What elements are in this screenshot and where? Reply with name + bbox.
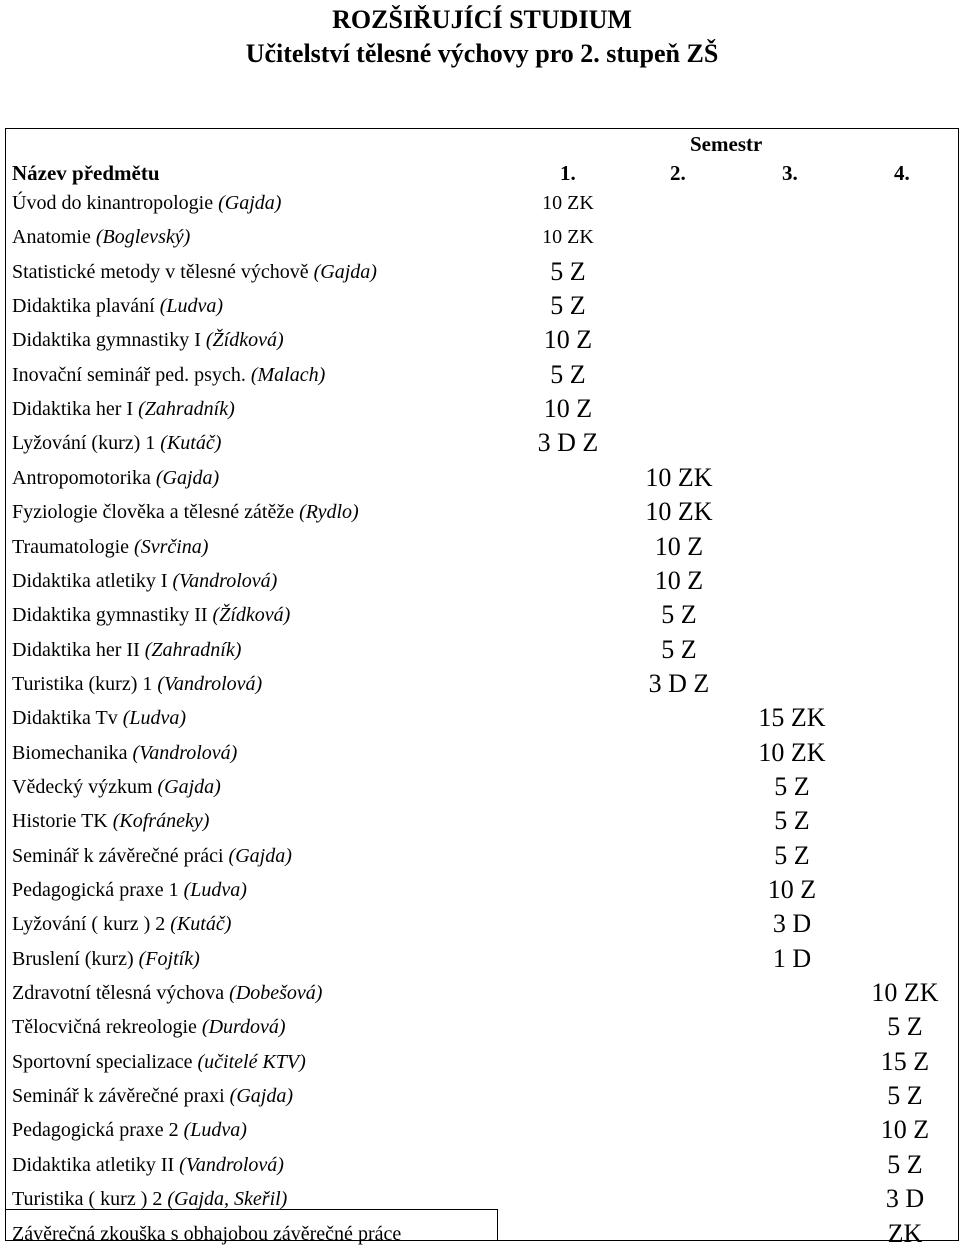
table-row: [0, 220, 960, 254]
credit-value: 5 Z: [887, 1012, 923, 1042]
subject-name: [12, 1217, 401, 1251]
table-row: [0, 873, 960, 907]
credit-value: 5 Z: [774, 771, 810, 801]
subject-name: [12, 1045, 306, 1079]
semester-4-header: 4.: [894, 161, 910, 185]
table-row: [0, 804, 960, 838]
credit-value: 3 D: [772, 909, 812, 939]
subject-name: [12, 1182, 287, 1216]
subject-title: Sportovní specializace: [12, 1050, 193, 1073]
subject-title: Statistické metody v tělesné výchově: [12, 260, 309, 283]
table-row: [0, 289, 960, 323]
table-row: [0, 1113, 960, 1147]
teacher-name: (Gajda): [228, 844, 292, 867]
subject-title: Lyžování ( kurz ) 2: [12, 913, 166, 936]
subject-name: [12, 873, 247, 907]
credit-value: 5 Z: [550, 256, 586, 286]
credit-value: 3 D Z: [648, 668, 710, 698]
subject-name: [12, 942, 200, 976]
subject-name: [12, 633, 241, 667]
credit-value: 10 ZK: [542, 226, 594, 249]
table-row: [0, 633, 960, 667]
subject-title: Didaktika atletiky II: [12, 1153, 175, 1176]
subject-name: [12, 1010, 286, 1044]
credit-value: 5 Z: [774, 806, 810, 836]
subject-title: Seminář k závěrečné praxi: [12, 1085, 225, 1108]
subject-title: Didaktika plavání: [12, 295, 155, 318]
subject-name: [12, 701, 186, 735]
subject-title: Traumatologie: [12, 535, 130, 558]
credit-value: 10 Z: [767, 875, 817, 904]
semestr-header: Semestr: [690, 132, 763, 156]
teacher-name: (Durdová): [201, 1016, 286, 1039]
semester-3-header: 3.: [782, 161, 798, 185]
teacher-name: (Dobešová): [229, 982, 323, 1005]
teacher-name: (Žídková): [212, 604, 291, 627]
table-row: [0, 736, 960, 770]
teacher-name: (Kofráneky): [112, 810, 210, 833]
subject-title: Turistika ( kurz ) 2: [12, 1188, 163, 1211]
subject-column-header: Název předmětu: [12, 161, 160, 185]
teacher-name: (Ludva): [183, 1119, 247, 1142]
subject-title: Pedagogická praxe 1: [12, 879, 179, 901]
teacher-name: (Kutáč): [170, 913, 232, 936]
credit-value: 10 Z: [654, 565, 704, 595]
credit-value: 5 Z: [661, 600, 697, 630]
subject-name: [12, 976, 322, 1010]
teacher-name: (učitelé KTV): [197, 1050, 306, 1073]
subject-name: [12, 220, 190, 254]
subject-title: Didaktika atletiky I: [12, 569, 168, 592]
subject-name: [12, 1113, 247, 1147]
credit-value: 15 ZK: [758, 703, 826, 733]
subject-title: Tělocvičná rekreologie: [12, 1016, 197, 1039]
table-row: [0, 426, 960, 460]
credit-value: 5 Z: [550, 291, 586, 321]
subject-title: Didaktika gymnastiky I: [12, 329, 201, 352]
teacher-name: (Ludva): [183, 879, 247, 901]
table-row: [0, 976, 960, 1010]
table-row: [0, 392, 960, 426]
subject-title: Zdravotní tělesná výchova: [12, 982, 225, 1005]
subject-name: [12, 530, 208, 564]
subject-name: [12, 289, 223, 323]
subject-title: Biomechanika: [12, 741, 128, 764]
subject-title: Turistika (kurz) 1: [12, 672, 153, 695]
subject-title: Inovační seminář ped. psych.: [12, 363, 246, 386]
table-row: [0, 667, 960, 701]
teacher-name: (Gajda): [157, 775, 221, 798]
credit-value: 10 ZK: [645, 497, 713, 527]
table-row: [0, 186, 960, 220]
subject-title: Didaktika Tv: [12, 707, 118, 730]
subject-name: [12, 667, 262, 701]
teacher-name: (Gajda): [218, 192, 282, 214]
subject-name: [12, 804, 209, 838]
subject-name: [12, 461, 219, 495]
subject-name: [12, 1148, 284, 1182]
document-subtitle: Učitelství tělesné výchovy pro 2. stupeň ZŠ: [245, 39, 719, 68]
subject-title: Fyziologie člověka a tělesné zátěže: [12, 501, 295, 524]
subject-name: [12, 392, 235, 426]
credit-value: ZK: [887, 1218, 923, 1248]
subject-name: [12, 186, 281, 220]
credit-value: 10 ZK: [645, 462, 713, 492]
teacher-name: (Gajda): [229, 1085, 293, 1108]
credit-value: 5 Z: [661, 634, 697, 664]
teacher-name: (Gajda, Skeřil): [167, 1188, 288, 1211]
credit-value: 5 Z: [887, 1149, 923, 1179]
subject-name: [12, 495, 359, 529]
subject-title: Antropomotorika: [12, 466, 151, 489]
table-row: [0, 1148, 960, 1182]
subject-title: Anatomie: [12, 226, 91, 249]
subject-name: [12, 770, 221, 804]
subject-title: Didaktika gymnastiky II: [12, 604, 208, 627]
document-title: ROZŠIŘUJÍCÍ STUDIUM: [332, 5, 632, 34]
table-row: [0, 1217, 960, 1251]
credit-value: 10 ZK: [871, 978, 939, 1008]
teacher-name: (Vandrolová): [179, 1153, 284, 1176]
credit-value: 10 Z: [543, 394, 593, 424]
credit-value: 5 Z: [774, 840, 810, 870]
table-row: [0, 564, 960, 598]
subject-name: [12, 907, 231, 941]
table-row: [0, 1010, 960, 1044]
subject-title: Vědecký výzkum: [12, 775, 153, 798]
teacher-name: (Vandrolová): [172, 569, 278, 592]
subject-title: Lyžování (kurz) 1: [12, 432, 156, 455]
table-row: [0, 770, 960, 804]
table-row: [0, 358, 960, 392]
teacher-name: (Boglevský): [95, 226, 191, 249]
credit-value: 1 D: [772, 943, 812, 973]
table-row: [0, 255, 960, 289]
credit-value: 10 Z: [880, 1115, 930, 1145]
credit-value: 10 Z: [543, 325, 593, 355]
teacher-name: (Zahradník): [144, 638, 242, 661]
teacher-name: (Žídková): [205, 329, 284, 352]
subject-name: [12, 839, 292, 873]
subject-name: [12, 1079, 293, 1113]
teacher-name: (Fojtík): [138, 947, 200, 970]
teacher-name: (Svrčina): [134, 535, 209, 558]
subject-title: Bruslení (kurz): [12, 947, 134, 970]
subject-name: [12, 598, 290, 632]
credit-value: 10 ZK: [542, 192, 594, 214]
credit-value: 5 Z: [550, 359, 586, 389]
subject-title: Seminář k závěrečné práci: [12, 844, 224, 867]
subject-name: [12, 255, 377, 289]
table-row: [0, 1182, 960, 1216]
subject-name: [12, 736, 237, 770]
table-row: [0, 495, 960, 529]
teacher-name: (Gajda): [313, 260, 377, 283]
subject-title: Historie TK: [12, 810, 108, 833]
semester-2-header: 2.: [670, 161, 686, 185]
teacher-name: (Rydlo): [299, 501, 359, 524]
table-row: [0, 907, 960, 941]
subject-name: [12, 564, 277, 598]
subject-title: Úvod do kinantropologie: [12, 192, 214, 214]
teacher-name: (Vandrolová): [157, 672, 263, 695]
table-row: [0, 1045, 960, 1079]
table-row: [0, 701, 960, 735]
subject-name: [12, 358, 325, 392]
teacher-name: (Ludva): [159, 295, 224, 318]
table-row: [0, 530, 960, 564]
subject-title: Závěrečná zkouška s obhajobou závěrečné práce: [12, 1222, 402, 1245]
credit-value: 10 Z: [654, 531, 704, 561]
table-row: [0, 461, 960, 495]
semester-1-header: 1.: [560, 161, 576, 185]
credit-value: 3 D: [885, 1184, 925, 1214]
table-row: [0, 839, 960, 873]
credit-value: 5 Z: [887, 1081, 923, 1111]
credit-value: 3 D Z: [537, 428, 599, 458]
teacher-name: (Zahradník): [138, 398, 235, 421]
credit-value: 10 ZK: [758, 737, 826, 767]
subject-name: [12, 323, 284, 357]
subject-title: Pedagogická praxe 2: [12, 1119, 179, 1142]
table-row: [0, 323, 960, 357]
teacher-name: (Vandrolová): [132, 741, 238, 764]
teacher-name: (Kutáč): [160, 432, 222, 455]
credit-value: 15 Z: [880, 1046, 930, 1076]
table-row: [0, 1079, 960, 1113]
teacher-name: (Gajda): [155, 466, 220, 489]
table-row: [0, 942, 960, 976]
subject-name: [12, 426, 221, 460]
table-row: [0, 598, 960, 632]
subject-title: Didaktika her II: [12, 638, 140, 661]
teacher-name: (Malach): [250, 363, 326, 386]
teacher-name: (Ludva): [122, 707, 187, 730]
subject-title: Didaktika her I: [12, 398, 134, 421]
